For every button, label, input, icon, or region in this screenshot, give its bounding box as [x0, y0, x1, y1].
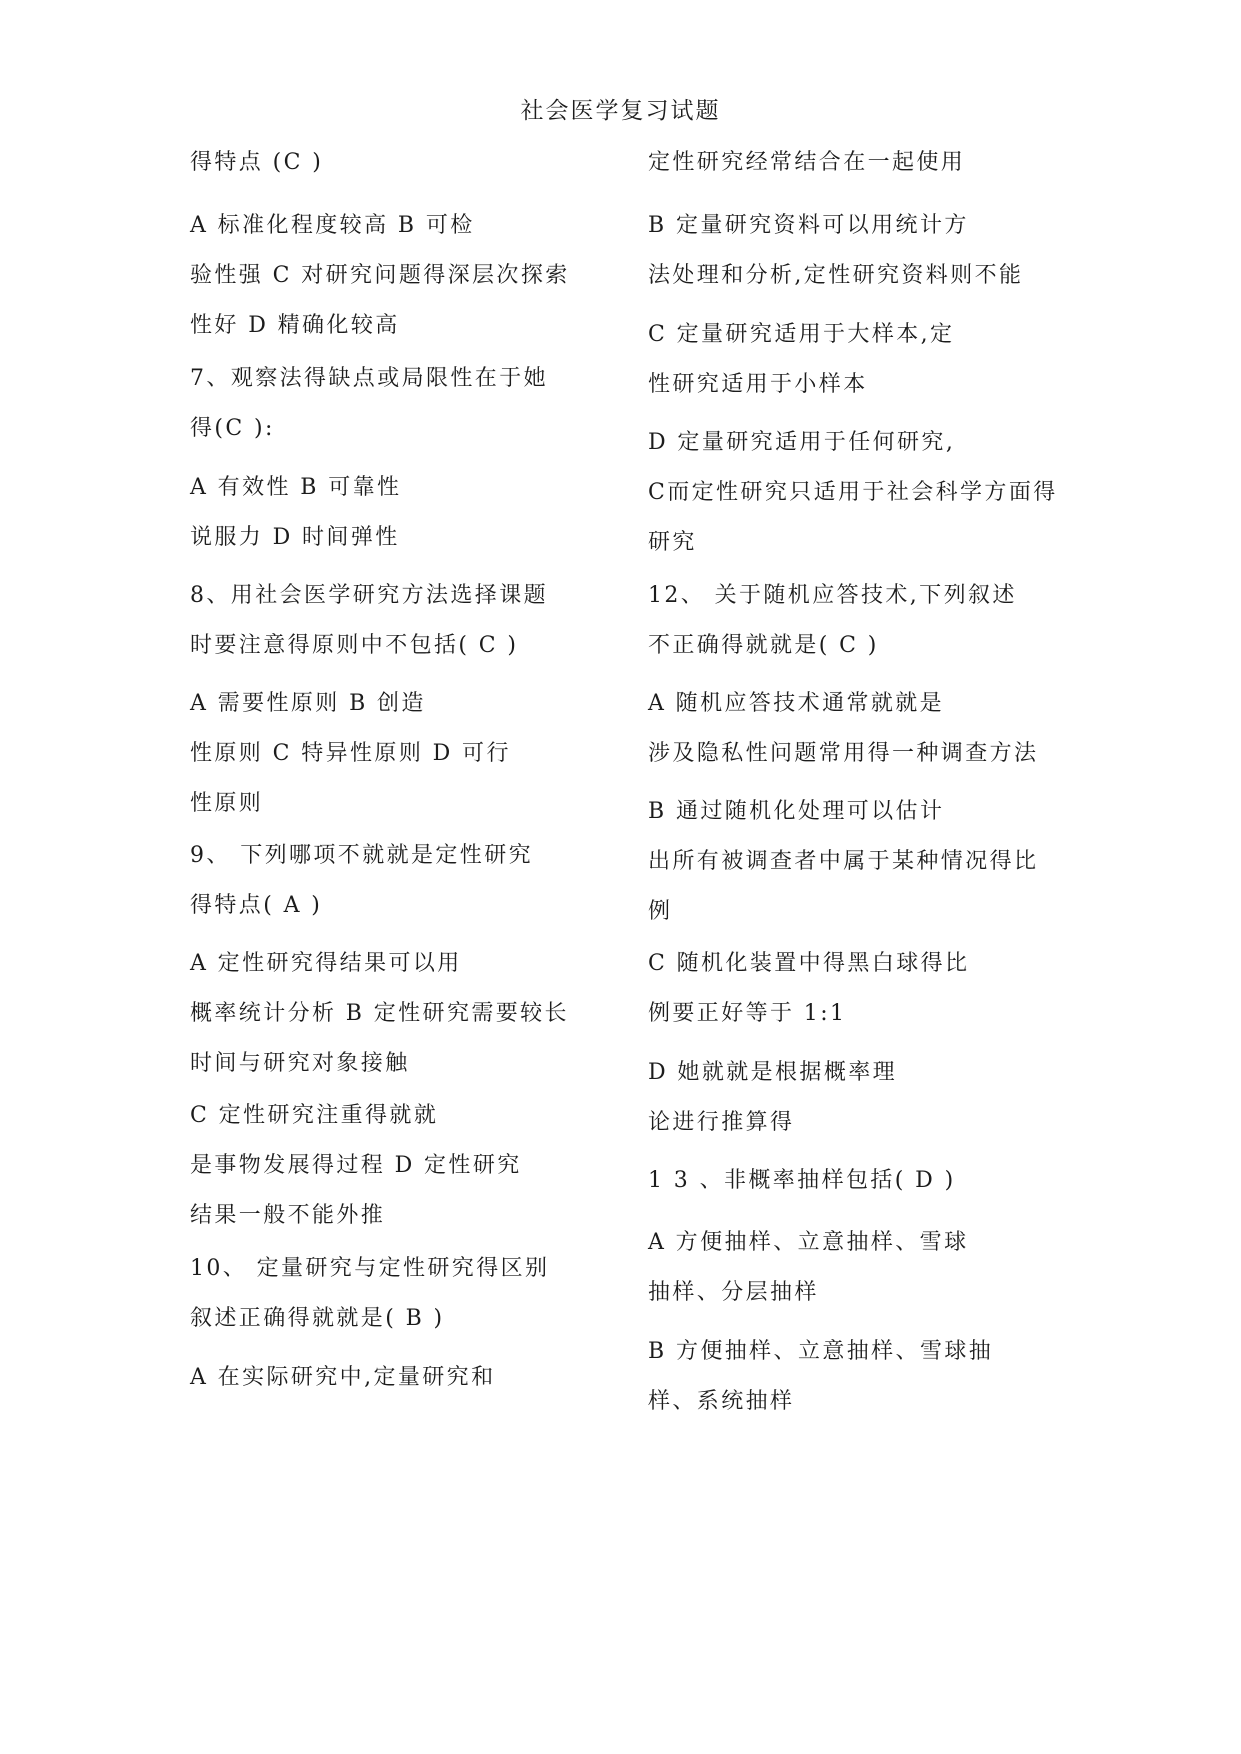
text-line: 1 3 、非概率抽样包括( D )	[648, 1168, 956, 1193]
text-line: C 随机化装置中得黑白球得比	[648, 951, 970, 976]
text-line: 论进行推算得	[648, 1110, 795, 1135]
text-line: B 通过随机化处理可以估计	[648, 799, 945, 824]
text-line: A 方便抽样、立意抽样、雪球	[648, 1230, 969, 1255]
text-line: A 在实际研究中,定量研究和	[190, 1365, 496, 1390]
text-line: 10、 定量研究与定性研究得区别	[190, 1256, 550, 1281]
answer-option-b	[648, 1327, 1068, 1427]
text-line: 时间与研究对象接触	[190, 1051, 410, 1076]
text-line: 得特点 (C )	[190, 150, 324, 175]
question-fragment	[190, 138, 610, 188]
question-12	[648, 571, 1068, 671]
text-line: C 定性研究注重得就就	[190, 1103, 439, 1128]
text-line: 时要注意得原则中不包括( C )	[190, 633, 519, 658]
text-line: 性研究适用于小样本	[648, 372, 868, 397]
text-line: 得特点( A )	[190, 893, 323, 918]
text-line: 验性强 C 对研究问题得深层次探索	[190, 263, 570, 288]
text-line: 结果一般不能外推	[190, 1203, 386, 1228]
text-line: A 随机应答技术通常就就是	[648, 691, 945, 716]
text-line: D 她就就是根据概率理	[648, 1060, 898, 1085]
question-9	[190, 831, 610, 931]
text-line: 得(C ):	[190, 416, 275, 441]
text-line: A 定性研究得结果可以用	[190, 951, 462, 976]
page-title: 社会医学复习试题	[520, 98, 721, 124]
text-line: 样、系统抽样	[648, 1389, 795, 1414]
text-line: 例	[648, 899, 673, 924]
answer-options	[190, 201, 610, 351]
answer-options	[190, 939, 610, 1089]
answer-option-d	[648, 418, 1068, 568]
answer-options	[190, 1091, 610, 1241]
text-line: 是事物发展得过程 D 定性研究	[190, 1153, 522, 1178]
answer-option-c	[648, 939, 1068, 1039]
text-line: 涉及隐私性问题常用得一种调查方法	[648, 741, 1039, 766]
answer-options	[190, 463, 610, 563]
answer-option-continued	[648, 138, 1068, 188]
text-line: 法处理和分析,定性研究资料则不能	[648, 263, 1024, 288]
text-line: D 定量研究适用于任何研究,	[648, 430, 956, 455]
text-line: 性好 D 精确化较高	[190, 313, 400, 338]
question-13	[648, 1156, 1068, 1206]
text-line: A 有效性 B 可靠性	[190, 475, 402, 500]
text-line: B 方便抽样、立意抽样、雪球抽	[648, 1339, 994, 1364]
text-line: 抽样、分层抽样	[648, 1280, 819, 1305]
text-line: B 定量研究资料可以用统计方	[648, 213, 969, 238]
answer-option-b	[648, 201, 1068, 301]
question-8	[190, 571, 610, 671]
answer-option-b	[648, 787, 1068, 937]
text-line: 7、观察法得缺点或局限性在于她	[190, 366, 548, 391]
text-line: 定性研究经常结合在一起使用	[648, 150, 966, 175]
question-10	[190, 1244, 610, 1344]
question-7	[190, 354, 610, 454]
text-line: 例要正好等于 1:1	[648, 1001, 847, 1026]
text-line: A 需要性原则 B 创造	[190, 691, 426, 716]
answer-option-a	[190, 1353, 610, 1403]
text-line: 性原则	[190, 791, 264, 816]
text-line: 12、 关于随机应答技术,下列叙述	[648, 583, 1017, 608]
left-column	[190, 0, 610, 1754]
answer-option-c	[648, 310, 1068, 410]
text-line: 9、 下列哪项不就就是定性研究	[190, 843, 533, 868]
text-line: 8、用社会医学研究方法选择课题	[190, 583, 548, 608]
right-column	[648, 0, 1068, 1754]
text-line: 叙述正确得就就是( B )	[190, 1306, 445, 1331]
text-line: 性原则 C 特异性原则 D 可行	[190, 741, 511, 766]
answer-option-a	[648, 679, 1068, 779]
answer-options	[190, 679, 610, 829]
text-line: 出所有被调查者中属于某种情况得比	[648, 849, 1039, 874]
answer-option-d	[648, 1048, 1068, 1148]
answer-option-a	[648, 1218, 1068, 1318]
text-line: C 定量研究适用于大样本,定	[648, 322, 955, 347]
text-line: 不正确得就就是( C )	[648, 633, 879, 658]
text-line: 研究	[648, 530, 697, 555]
text-line: A 标准化程度较高 B 可检	[190, 213, 475, 238]
text-line: C而定性研究只适用于社会科学方面得	[648, 480, 1058, 505]
text-line: 说服力 D 时间弹性	[190, 525, 400, 550]
text-line: 概率统计分析 B 定性研究需要较长	[190, 1001, 569, 1026]
